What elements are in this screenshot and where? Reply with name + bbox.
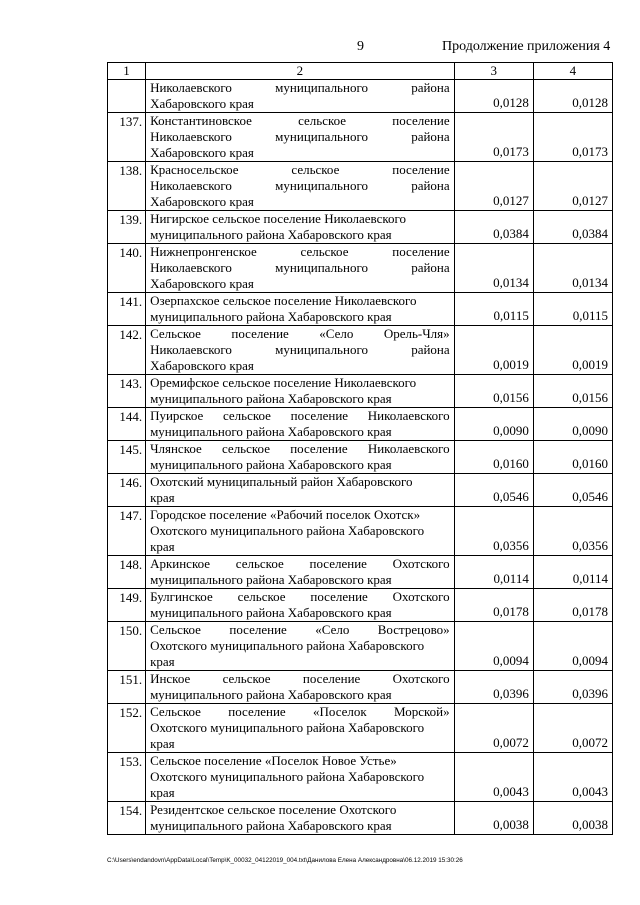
row-value-col3: 0,0546 <box>454 474 533 507</box>
row-number: 139. <box>108 211 146 244</box>
column-header: 4 <box>533 63 612 80</box>
row-number: 147. <box>108 507 146 556</box>
row-value-col3: 0,0114 <box>454 556 533 589</box>
table-row <box>108 556 613 589</box>
file-path-footer: C:\Users\endandovn\AppData\Local\Temp\K_00032_04122019_004.txt\Данилова Елена Александровна\06.12.2019 15:30:26 <box>107 857 463 864</box>
row-value-col4: 0,0546 <box>533 474 612 507</box>
table-row <box>108 408 613 441</box>
row-value-col4: 0,0114 <box>533 556 612 589</box>
row-value-col3: 0,0160 <box>454 441 533 474</box>
row-number: 140. <box>108 244 146 293</box>
row-number: 148. <box>108 556 146 589</box>
row-value-col4: 0,0019 <box>533 326 612 375</box>
row-name: Красносельское сельское поселение Николаевского муниципального района Хабаровского края <box>146 162 455 211</box>
table-row <box>108 244 613 293</box>
row-number: 154. <box>108 802 146 835</box>
table-row <box>108 802 613 835</box>
row-value-col3: 0,0043 <box>454 753 533 802</box>
row-value-col4: 0,0128 <box>533 80 612 113</box>
row-value-col4: 0,0356 <box>533 507 612 556</box>
row-name: Сельское поселение «Село Вострецово» Охотского муниципального района Хабаровского края <box>146 622 455 671</box>
row-value-col4: 0,0127 <box>533 162 612 211</box>
table-row <box>108 589 613 622</box>
row-name: Константиновское сельское поселение Николаевского муниципального района Хабаровского края <box>146 113 455 162</box>
row-number: 152. <box>108 704 146 753</box>
row-value-col3: 0,0384 <box>454 211 533 244</box>
row-number: 145. <box>108 441 146 474</box>
row-number: 149. <box>108 589 146 622</box>
table-row <box>108 753 613 802</box>
row-name: Булгинское сельское поселение Охотского муниципального района Хабаровского края <box>146 589 455 622</box>
row-value-col3: 0,0115 <box>454 293 533 326</box>
row-number: 138. <box>108 162 146 211</box>
row-name: Николаевского муниципального района Хабаровского края <box>146 80 455 113</box>
row-value-col3: 0,0094 <box>454 622 533 671</box>
row-value-col4: 0,0038 <box>533 802 612 835</box>
column-header: 2 <box>146 63 455 80</box>
row-number: 143. <box>108 375 146 408</box>
row-name: Сельское поселение «Село Орель-Чля» Николаевского муниципального района Хабаровского края <box>146 326 455 375</box>
row-value-col4: 0,0043 <box>533 753 612 802</box>
table-row <box>108 622 613 671</box>
row-name: Пуирское сельское поселение Николаевского муниципального района Хабаровского края <box>146 408 455 441</box>
column-header: 1 <box>108 63 146 80</box>
row-value-col3: 0,0173 <box>454 113 533 162</box>
table-row <box>108 441 613 474</box>
row-value-col3: 0,0156 <box>454 375 533 408</box>
table-row <box>108 80 613 113</box>
row-value-col4: 0,0156 <box>533 375 612 408</box>
row-name: Члянское сельское поселение Николаевского муниципального района Хабаровского края <box>146 441 455 474</box>
row-number: 150. <box>108 622 146 671</box>
table-row <box>108 474 613 507</box>
row-value-col3: 0,0072 <box>454 704 533 753</box>
row-value-col4: 0,0384 <box>533 211 612 244</box>
row-value-col4: 0,0396 <box>533 671 612 704</box>
table-row <box>108 113 613 162</box>
row-value-col4: 0,0160 <box>533 441 612 474</box>
row-number: 137. <box>108 113 146 162</box>
row-value-col3: 0,0134 <box>454 244 533 293</box>
table-row <box>108 293 613 326</box>
row-value-col4: 0,0094 <box>533 622 612 671</box>
table-row <box>108 162 613 211</box>
row-number: 151. <box>108 671 146 704</box>
page-number: 9 <box>357 39 364 54</box>
row-name: Сельское поселение «Поселок Морской» Охотского муниципального района Хабаровского края <box>146 704 455 753</box>
row-value-col3: 0,0178 <box>454 589 533 622</box>
row-name: Сельское поселение «Поселок Новое Устье» Охотского муниципального района Хабаровского края <box>146 753 455 802</box>
row-value-col4: 0,0090 <box>533 408 612 441</box>
row-value-col3: 0,0396 <box>454 671 533 704</box>
table-row <box>108 507 613 556</box>
row-number: 141. <box>108 293 146 326</box>
row-number <box>108 80 146 113</box>
row-name: Аркинское сельское поселение Охотского муниципального района Хабаровского края <box>146 556 455 589</box>
row-name: Городское поселение «Рабочий поселок Охотск» Охотского муниципального района Хабаровского края <box>146 507 455 556</box>
row-value-col4: 0,0178 <box>533 589 612 622</box>
row-value-col4: 0,0072 <box>533 704 612 753</box>
row-value-col3: 0,0128 <box>454 80 533 113</box>
table-row <box>108 704 613 753</box>
row-number: 142. <box>108 326 146 375</box>
row-number: 146. <box>108 474 146 507</box>
row-number: 144. <box>108 408 146 441</box>
row-value-col3: 0,0019 <box>454 326 533 375</box>
row-value-col3: 0,0038 <box>454 802 533 835</box>
row-value-col3: 0,0127 <box>454 162 533 211</box>
table-row <box>108 671 613 704</box>
row-name: Нижнепронгенское сельское поселение Николаевского муниципального района Хабаровского края <box>146 244 455 293</box>
row-value-col4: 0,0115 <box>533 293 612 326</box>
table-row <box>108 211 613 244</box>
table-header-row <box>108 63 613 80</box>
row-name: Резидентское сельское поселение Охотского муниципального района Хабаровского края <box>146 802 455 835</box>
row-value-col4: 0,0173 <box>533 113 612 162</box>
row-name: Инское сельское поселение Охотского муниципального района Хабаровского края <box>146 671 455 704</box>
allocation-table <box>107 62 613 835</box>
table-row <box>108 326 613 375</box>
row-number: 153. <box>108 753 146 802</box>
continuation-label: Продолжение приложения 4 <box>442 39 611 54</box>
column-header: 3 <box>454 63 533 80</box>
table-row <box>108 375 613 408</box>
row-value-col4: 0,0134 <box>533 244 612 293</box>
row-name: Нигирское сельское поселение Николаевского муниципального района Хабаровского края <box>146 211 455 244</box>
row-value-col3: 0,0356 <box>454 507 533 556</box>
row-name: Озерпахское сельское поселение Николаевского муниципального района Хабаровского края <box>146 293 455 326</box>
row-name: Оремифское сельское поселение Николаевского муниципального района Хабаровского края <box>146 375 455 408</box>
row-name: Охотский муниципальный район Хабаровского края <box>146 474 455 507</box>
row-value-col3: 0,0090 <box>454 408 533 441</box>
